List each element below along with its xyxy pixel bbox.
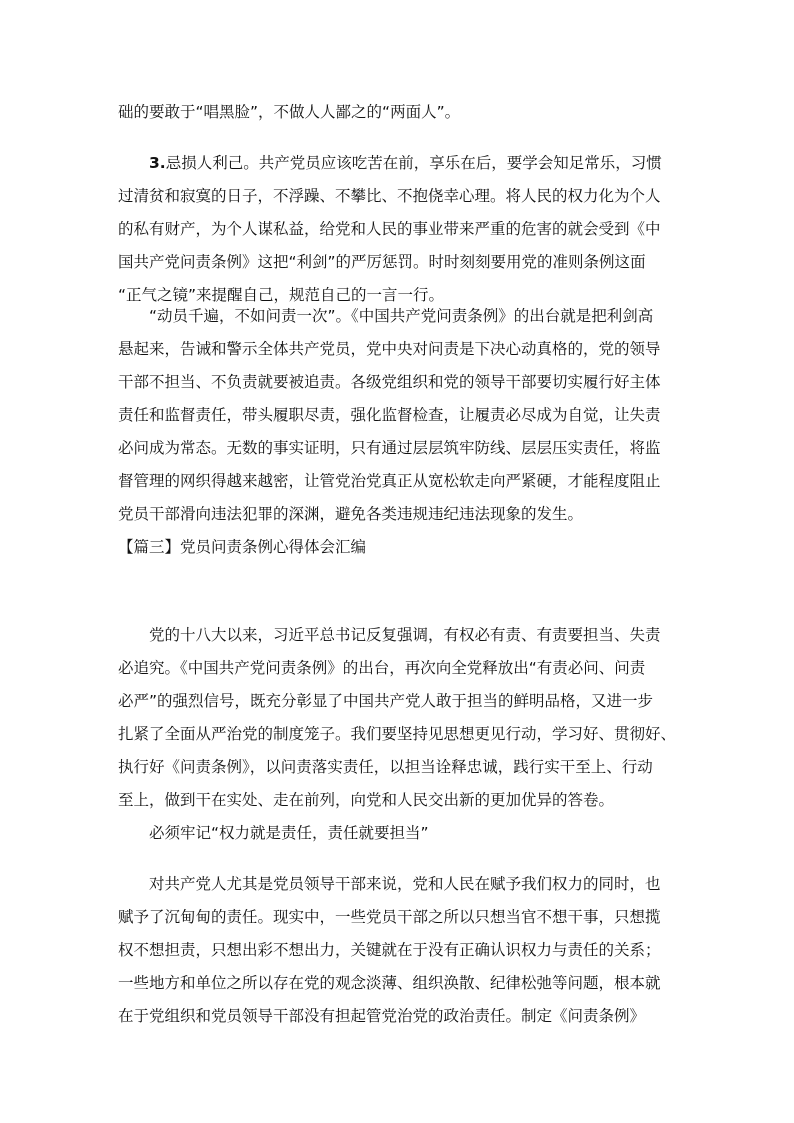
- text-line: 权不想担责，只想出彩不想出力，关键就在于没有正确认识权力与责任的关系；: [118, 941, 661, 959]
- text-line: 扎紧了全面从严治党的制度笼子。我们要坚持见思想更见行动，学习好、贯彻好、: [118, 725, 677, 743]
- text-line: 必须牢记“权力就是责任，责任就要担当”: [149, 824, 429, 842]
- paragraph-eighteenth-congress: [118, 619, 678, 817]
- text-line: 一些地方和单位之所以存在党的观念淡薄、组织涣散、纪律松弛等问题，根本就: [118, 974, 661, 992]
- text-line: 必问成为常态。无数的事实证明，只有通过层层筑牢防线、层层压实责任，将监: [118, 439, 661, 457]
- text-line: 干部不担当、不负责就要被追责。各级党组织和党的领导干部要切实履行好主体: [118, 373, 661, 391]
- text-line: 础的要敢于“唱黑脸”，不做人人鄙之的“两面人”。: [118, 103, 461, 121]
- text-line: 过清贫和寂寞的日子，不浮躁、不攀比、不抱侥幸心理。将人民的权力化为个人: [118, 187, 661, 205]
- text-segment: 忌损人利己。共产党员应该吃苦在前，享乐在后，要学会知足常乐，习惯: [165, 154, 662, 172]
- text-line: 必追究。《中国共产党问责条例》的出台，再次向全党释放出“有责必问、问责: [118, 659, 646, 677]
- section-heading: 【篇三】党员问责条例心得体会汇编: [118, 538, 367, 556]
- text-line: 对共产党人尤其是党员领导干部来说，党和人民在赋予我们权力的同时，也: [149, 875, 661, 893]
- item-number: 3.: [149, 154, 166, 172]
- text-line: 在于党组织和党员领导干部没有担起管党治党的政治责任。制定《问责条例》: [118, 1007, 646, 1025]
- text-line: 责任和监督责任，带头履职尽责，强化监督检查，让履责必尽成为自觉，让失责: [118, 406, 661, 424]
- text-line: 的私有财产，为个人谋私益，给党和人民的事业带来严重的危害的就会受到《中: [118, 220, 661, 238]
- paragraph-item-3: [118, 147, 678, 312]
- paragraph-subheading: [118, 817, 678, 850]
- text-line: 执行好《问责条例》，以问责落实责任，以担当诠释忠诚，践行实干至上、行动: [118, 758, 653, 776]
- text-line: 党的十八大以来，习近平总书记反复强调，有权必有责、有责要担当、失责: [149, 626, 661, 644]
- text-line: “动员千遍，不如问责一次”。《中国共产党问责条例》的出台就是把利剑高: [149, 307, 654, 325]
- text-line: 督管理的网织得越来越密，让管党治党真正从宽松软走向严紧硬，才能程度阻止: [118, 472, 661, 490]
- text-line: “正气之镜”来提醒自己，规范自己的一言一行。: [118, 286, 445, 304]
- text-line: 国共产党问责条例》这把“利剑”的严厉惩罚。时时刻刻要用党的准则条例这面: [118, 253, 646, 271]
- text-line: [118, 147, 678, 180]
- text-line: 必严”的强烈信号，既充分彰显了中国共产党人敢于担当的鲜明品格，又进一步: [118, 692, 654, 710]
- text-line: 至上，做到干在实处、走在前列，向党和人民交出新的更加优异的答卷。: [118, 791, 615, 809]
- text-line: 赋予了沉甸甸的责任。现实中，一些党员干部之所以只想当官不想干事，只想揽: [118, 908, 661, 926]
- paragraph-mobilize: [118, 300, 678, 531]
- paragraph-power-responsibility: [118, 868, 678, 1033]
- paragraph-continuation: [118, 96, 678, 129]
- text-line: 悬起来，告诫和警示全体共产党员，党中央对问责是下决心动真格的，党的领导: [118, 340, 661, 358]
- text-line: 党员干部滑向违法犯罪的深渊，避免各类违规违纪违法现象的发生。: [118, 505, 584, 523]
